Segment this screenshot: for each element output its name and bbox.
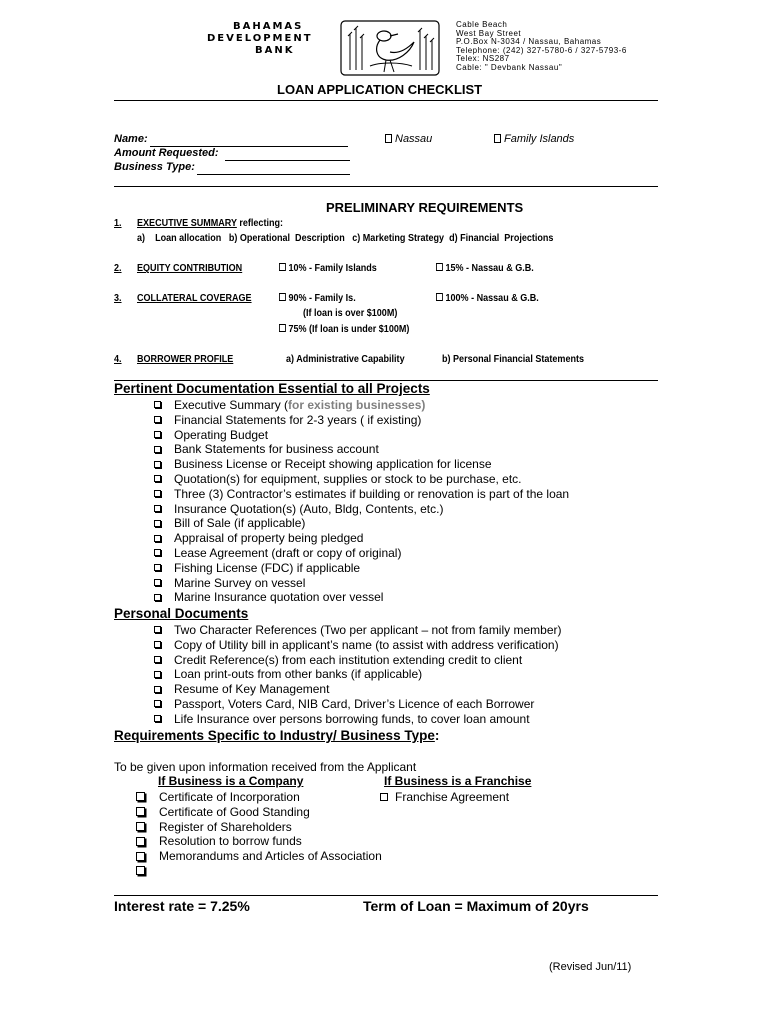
checkbox[interactable] [154, 564, 161, 571]
collateral-option-75[interactable]: 75% (If loan is under $100M) [279, 323, 409, 335]
list-item[interactable]: Business License or Receipt showing application for license [154, 457, 569, 472]
personal-list [154, 623, 561, 727]
checkbox[interactable] [279, 293, 286, 301]
business-type-field[interactable] [197, 174, 350, 175]
list-item[interactable]: Insurance Quotation(s) (Auto, Bldg, Contents, etc.) [154, 502, 569, 517]
req-2-num: 2. [114, 262, 122, 274]
list-item[interactable]: Quotation(s) for equipment, supplies or stock to be purchase, etc. [154, 472, 569, 487]
option-family-islands[interactable] [494, 133, 574, 145]
address-line: P.O.Box N-3034 / Nassau, Bahamas [456, 37, 602, 47]
checkbox[interactable] [154, 700, 161, 707]
list-item[interactable]: Lease Agreement (draft or copy of original) [154, 546, 569, 561]
name-label: Name: [114, 133, 148, 145]
address-line: Telephone: (242) 327-5780-6 / 327-5793-6 [456, 45, 627, 55]
business-type-label: Business Type: [114, 161, 195, 173]
checkbox[interactable] [154, 431, 161, 438]
checkbox[interactable] [136, 866, 145, 875]
collateral-option-nassau[interactable]: 100% - Nassau & G.B. [436, 292, 539, 304]
checkbox[interactable] [154, 401, 161, 408]
req-3-title: COLLATERAL COVERAGE [137, 292, 252, 304]
list-item[interactable]: Credit Reference(s) from each institution extending credit to client [154, 653, 561, 668]
req-1-title: EXECUTIVE SUMMARY reflecting: [137, 217, 284, 229]
collateral-option-note: (If loan is over $100M) [303, 307, 398, 319]
checkbox[interactable] [279, 324, 286, 332]
divider [114, 186, 658, 187]
req-3-num: 3. [114, 292, 122, 304]
family-islands-label: Family Islands [504, 133, 575, 145]
checkbox[interactable] [154, 656, 161, 663]
checkbox[interactable] [154, 446, 161, 453]
checkbox[interactable] [154, 641, 161, 648]
industry-intro: To be given upon information received from the Applicant [114, 760, 417, 774]
list-item[interactable]: Copy of Utility bill in applicant’s name (to assist with address verification) [154, 638, 561, 653]
bank-name-line3: BANK [255, 45, 295, 56]
address-line: West Bay Street [456, 28, 522, 38]
personal-heading: Personal Documents [114, 606, 249, 621]
checkbox[interactable] [154, 715, 161, 722]
list-item[interactable]: Appraisal of property being pledged [154, 531, 569, 546]
checkbox[interactable] [154, 535, 161, 542]
list-item[interactable]: Memorandums and Articles of Association [136, 849, 382, 864]
industry-heading: Requirements Specific to Industry/ Business Type: [114, 728, 440, 743]
list-item[interactable]: Life Insurance over persons borrowing funds, to cover loan amount [154, 712, 561, 727]
pertinent-list [154, 398, 569, 605]
amount-requested-field[interactable] [225, 160, 350, 161]
checkbox[interactable] [136, 792, 145, 801]
amount-requested-label: Amount Requested: [114, 147, 219, 159]
list-item[interactable]: Bank Statements for business account [154, 442, 569, 457]
checkbox[interactable] [154, 461, 161, 468]
pertinent-heading: Pertinent Documentation Essential to all Projects [114, 381, 430, 396]
list-item[interactable]: Two Character References (Two per applicant – not from family member) [154, 623, 561, 638]
list-item[interactable]: Register of Shareholders [136, 820, 382, 835]
list-item[interactable]: Executive Summary (for existing businesses) [154, 398, 569, 413]
list-item[interactable]: Financial Statements for 2-3 years ( if existing) [154, 413, 569, 428]
address-line: Cable: " Devbank Nassau" [456, 62, 563, 72]
franchise-item[interactable]: Franchise Agreement [380, 790, 509, 804]
checkbox[interactable] [436, 293, 443, 301]
req-1-num: 1. [114, 217, 122, 229]
divider [114, 895, 658, 896]
list-item[interactable]: Three (3) Contractor’s estimates if building or renovation is part of the loan [154, 487, 569, 502]
borrower-option-a: a) Administrative Capability [286, 353, 405, 365]
checkbox[interactable] [154, 626, 161, 633]
company-heading: If Business is a Company [158, 774, 304, 788]
list-item[interactable]: Resolution to borrow funds [136, 834, 382, 849]
checkbox[interactable] [154, 686, 161, 693]
nassau-checkbox[interactable] [385, 134, 392, 143]
checkbox[interactable] [136, 852, 145, 861]
checkbox[interactable] [154, 416, 161, 423]
company-list [136, 790, 382, 879]
list-item[interactable]: Passport, Voters Card, NIB Card, Driver’s Licence of each Borrower [154, 697, 561, 712]
req-4-title: BORROWER PROFILE [137, 353, 234, 365]
interest-rate: Interest rate = 7.25% [114, 898, 250, 914]
bank-address [456, 21, 627, 73]
bank-name-line1: BAHAMAS [233, 21, 304, 32]
checkbox[interactable] [154, 671, 161, 678]
loan-term: Term of Loan = Maximum of 20yrs [363, 898, 589, 914]
checkbox[interactable] [154, 505, 161, 512]
list-item[interactable]: Certificate of Incorporation [136, 790, 382, 805]
family-islands-checkbox[interactable] [494, 134, 501, 143]
franchise-heading: If Business is a Franchise [384, 774, 532, 788]
checkbox[interactable] [436, 263, 443, 271]
checkbox[interactable] [279, 263, 286, 271]
nassau-label: Nassau [395, 133, 433, 145]
page-title: LOAN APPLICATION CHECKLIST [277, 82, 483, 97]
option-nassau[interactable] [385, 133, 432, 145]
list-item[interactable]: Operating Budget [154, 428, 569, 443]
checkbox[interactable] [154, 549, 161, 556]
list-item[interactable]: Resume of Key Management [154, 682, 561, 697]
borrower-option-b: b) Personal Financial Statements [442, 353, 585, 365]
req-2-title: EQUITY CONTRIBUTION [137, 262, 243, 274]
bank-name [207, 21, 313, 57]
checkbox[interactable] [154, 594, 161, 601]
list-item[interactable]: Loan print-outs from other banks (if applicable) [154, 667, 561, 682]
divider [114, 100, 658, 101]
equity-option-nassau[interactable]: 15% - Nassau & G.B. [436, 262, 534, 274]
req-1-subitems: a) Loan allocation b) Operational Description c) Marketing Strategy d) Financial Projections [137, 232, 554, 244]
collateral-option-family-is[interactable]: 90% - Family Is. [279, 292, 356, 304]
bank-logo [340, 20, 440, 76]
req-4-num: 4. [114, 353, 122, 365]
list-item[interactable]: Bill of Sale (if applicable) [154, 516, 569, 531]
equity-option-family-islands[interactable]: 10% - Family Islands [279, 262, 377, 274]
checkbox[interactable] [154, 475, 161, 482]
list-item[interactable] [136, 864, 382, 879]
list-item[interactable]: Marine Survey on vessel [154, 576, 569, 591]
bank-name-line2: DEVELOPMENT [207, 33, 313, 44]
list-item[interactable]: Certificate of Good Standing [136, 805, 382, 820]
checkbox[interactable] [380, 793, 388, 801]
checkbox[interactable] [154, 520, 161, 527]
preliminary-heading: PRELIMINARY REQUIREMENTS [326, 200, 524, 215]
revision-note: (Revised Jun/11) [549, 961, 632, 973]
list-item[interactable]: Fishing License (FDC) if applicable [154, 561, 569, 576]
checkbox[interactable] [136, 822, 145, 831]
checkbox[interactable] [136, 837, 145, 846]
checkbox[interactable] [154, 490, 161, 497]
checkbox[interactable] [136, 807, 145, 816]
checkbox[interactable] [154, 579, 161, 586]
list-item[interactable]: Marine Insurance quotation over vessel [154, 590, 569, 605]
address-line: Telex: NS287 [456, 54, 510, 64]
address-line: Cable Beach [456, 20, 508, 29]
